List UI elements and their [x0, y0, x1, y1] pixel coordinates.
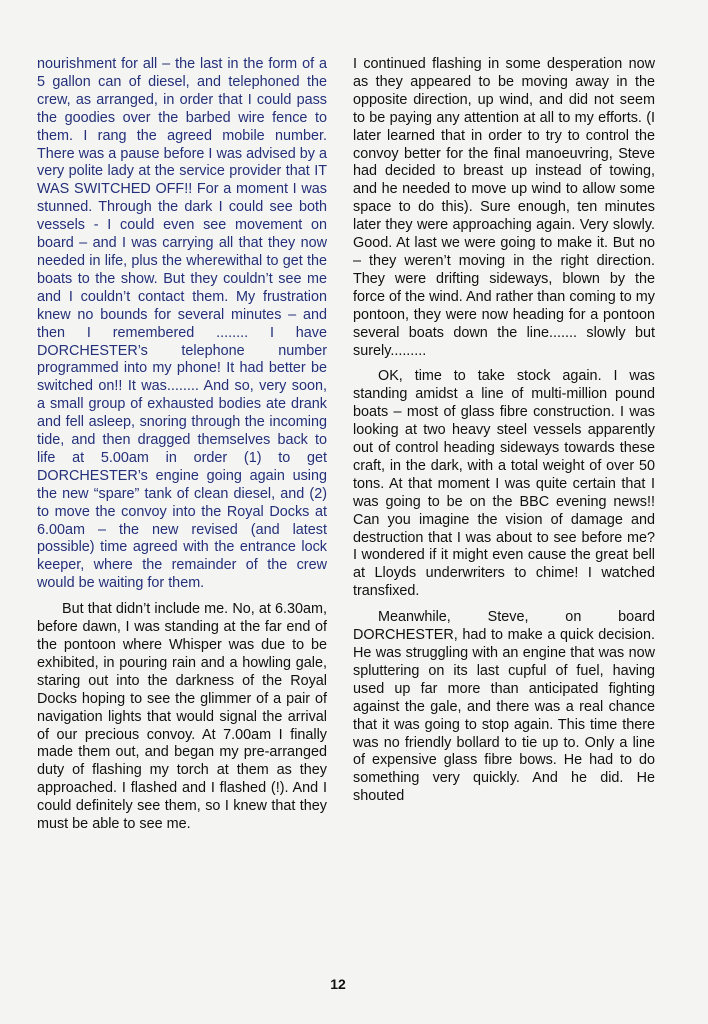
paragraph: But that didn’t include me. No, at 6.30am, before dawn, I was standing at the far end of the pontoon where Whisper was due to be exhibited, in pouring rain and a howling gale, staring out into the darkness of the Royal Docks hoping to see the glimmer of a pair of navigation lights that would signal the arrival of our precious convoy. At 7.00am I finally made them out, and began my pre-arranged duty of flashing my torch at them as they approached. I flashed and I flashed (!). And I could definitely see them, so I knew that they must be able to see me.	[37, 601, 327, 833]
paragraph: nourishment for all – the last in the form of a 5 gallon can of diesel, and telephoned the crew, as arranged, in order that I could pass the goodies over the barbed wire fence to them. I rang the agreed mobile number. There was a pause before I was advised by a very polite lady at the service provider that IT WAS SWITCHED OFF!! For a moment I was stunned. Through the dark I could see both vessels - I could even see movement on board – and I was carrying all that they now needed in life, plus the wherewithal to get the boats to the show. But they couldn’t see me and I couldn’t contact them. My frustration knew no bounds for several minutes – and then I remembered ........ I have DORCHESTER’s telephone number programmed into my phone! It had better be switched on!! It was........ And so, very soon, a small group of exhausted bodies ate drank and fell asleep, snoring through the incoming tide, and then dragged themselves back to life at 5.00am in order (1) to get DORCHESTER’s engine going again using the new “spare” tank of clean diesel, and (2) to move the convoy into the Royal Docks at 6.00am – the new revised (and latest possible) time agreed with the entrance lock keeper, where the remainder of the crew would be waiting for them.	[37, 56, 327, 592]
paragraph: OK, time to take stock again. I was standing amidst a line of multi-million pound boats – most of glass fibre construction. I was looking at two heavy steel vessels apparently out of control heading sideways towards these craft, in the dark, with a total weight of over 50 tons. At that moment I was quite certain that I was going to be on the BBC evening news!! Can you imagine the vision of damage and destruction that I was about to see before me? I wondered if it might even cause the great bell at Lloyds underwriters to chime! I watched transfixed.	[353, 368, 655, 600]
paragraph: I continued flashing in some desperation now as they appeared to be moving away in the opposite direction, up wind, and did not seem to be paying any attention at all to my efforts. (I later learned that in order to try to control the convoy better for the final manoeuvring, Steve had decided to breast up instead of towing, and he needed to move up wind to allow some space to do this). Sure enough, ten minutes later they were approaching again. Very slowly. Good. At last we were going to make it. But no – they weren’t moving in the right direction. They were drifting sideways, blown by the force of the wind. And rather than coming to my pontoon, they were now heading for a pontoon several boats down the line....... slowly but surely.........	[353, 56, 655, 359]
paragraph: Meanwhile, Steve, on board DORCHESTER, had to make a quick decision. He was struggling with an engine that was now spluttering on its last cupful of fuel, having used up far more than anticipated fighting against the gale, and there was a real chance that it was going to stop again. This time there was no friendly bollard to tie up to. Only a line of expensive glass fibre bows. He had to do something very quickly. And he did. He shouted	[353, 609, 655, 805]
right-column	[353, 56, 655, 814]
left-column	[37, 56, 327, 842]
page-number: 12	[330, 976, 346, 992]
